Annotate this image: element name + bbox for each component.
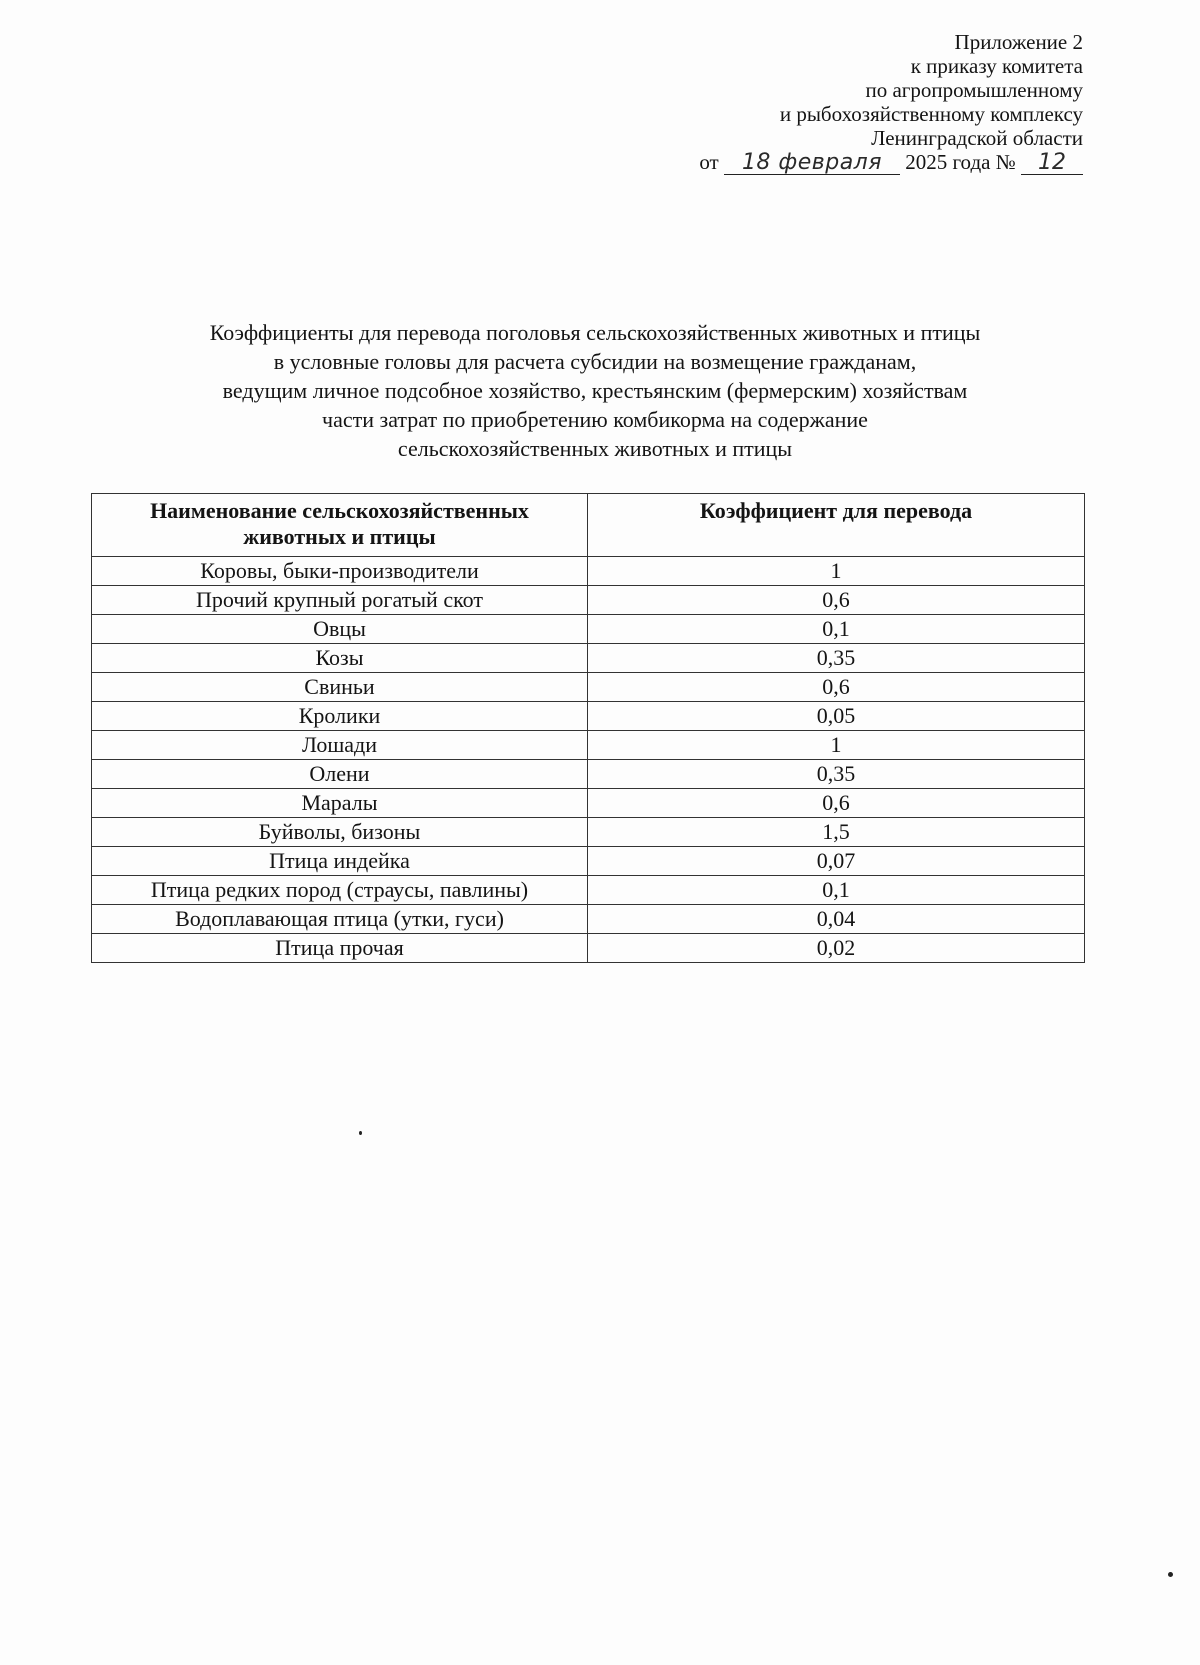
table-row [92, 557, 1085, 586]
coefficient-cell: 0,6 [588, 789, 1085, 818]
animal-name-cell: Свиньи [92, 673, 588, 702]
animal-name-cell: Птица прочая [92, 934, 588, 963]
table-row [92, 876, 1085, 905]
title-line: сельскохозяйственных животных и птицы [397, 436, 793, 461]
coefficient-cell: 0,6 [588, 586, 1085, 615]
animal-name-cell: Прочий крупный рогатый скот [92, 586, 588, 615]
table-row [92, 789, 1085, 818]
coefficient-cell: 0,04 [588, 905, 1085, 934]
table-row [92, 760, 1085, 789]
animal-name-cell: Птица редких пород (страусы, павлины) [92, 876, 588, 905]
year-text: 2025 года № [905, 150, 1016, 174]
table-row [92, 905, 1085, 934]
animal-name-cell: Птица индейка [92, 847, 588, 876]
animal-name-cell: Кролики [92, 702, 588, 731]
animal-name-cell: Олени [92, 760, 588, 789]
scan-speck [359, 1131, 362, 1135]
coefficient-cell: 0,07 [588, 847, 1085, 876]
table-row [92, 673, 1085, 702]
column-header-name: Наименование сельскохозяйственных животных и птицы [92, 494, 588, 557]
header-line: Ленинградской области [871, 126, 1083, 150]
title-line: Коэффициенты для перевода поголовья сельскохозяйственных животных и птицы [209, 320, 981, 345]
animal-name-cell: Коровы, быки-производители [92, 557, 588, 586]
document-title [100, 318, 1090, 463]
handwritten-date: 18 февраля [724, 152, 900, 175]
title-line: ведущим личное подсобное хозяйство, крестьянским (фермерским) хозяйствам [222, 378, 968, 403]
coefficient-cell: 0,1 [588, 615, 1085, 644]
table-row [92, 818, 1085, 847]
coefficient-cell: 1,5 [588, 818, 1085, 847]
coefficient-cell: 0,35 [588, 760, 1085, 789]
table-row [92, 615, 1085, 644]
title-line: части затрат по приобретению комбикорма на содержание [322, 407, 868, 432]
header-line: и рыбохозяйственному комплексу [779, 102, 1083, 126]
coefficients-table [91, 493, 1085, 963]
column-header-coefficient: Коэффициент для перевода [588, 494, 1085, 557]
coefficient-cell: 0,05 [588, 702, 1085, 731]
coefficient-cell: 0,6 [588, 673, 1085, 702]
header-line: по агропромышленному [865, 78, 1083, 102]
table-row [92, 644, 1085, 673]
scan-speck [1168, 1572, 1173, 1577]
table-row [92, 702, 1085, 731]
coefficient-cell: 0,02 [588, 934, 1085, 963]
table-row [92, 586, 1085, 615]
handwritten-number: 12 [1021, 152, 1083, 175]
title-line: в условные головы для расчета субсидии на возмещение гражданам, [273, 349, 917, 374]
coefficient-cell: 0,1 [588, 876, 1085, 905]
order-date-line [523, 150, 1083, 175]
animal-name-cell: Козы [92, 644, 588, 673]
animal-name-cell: Маралы [92, 789, 588, 818]
animal-name-cell: Овцы [92, 615, 588, 644]
animal-name-cell: Буйволы, бизоны [92, 818, 588, 847]
header-line: Приложение 2 [954, 30, 1083, 54]
animal-name-cell: Лошади [92, 731, 588, 760]
coefficient-cell: 0,35 [588, 644, 1085, 673]
table-header-row [92, 494, 1085, 557]
animal-name-cell: Водоплавающая птица (утки, гуси) [92, 905, 588, 934]
table-row [92, 847, 1085, 876]
coefficient-cell: 1 [588, 557, 1085, 586]
table-row [92, 731, 1085, 760]
table-row [92, 934, 1085, 963]
coefficient-cell: 1 [588, 731, 1085, 760]
appendix-header [523, 30, 1083, 175]
header-line: к приказу комитета [910, 54, 1083, 78]
date-prefix: от [699, 150, 719, 174]
